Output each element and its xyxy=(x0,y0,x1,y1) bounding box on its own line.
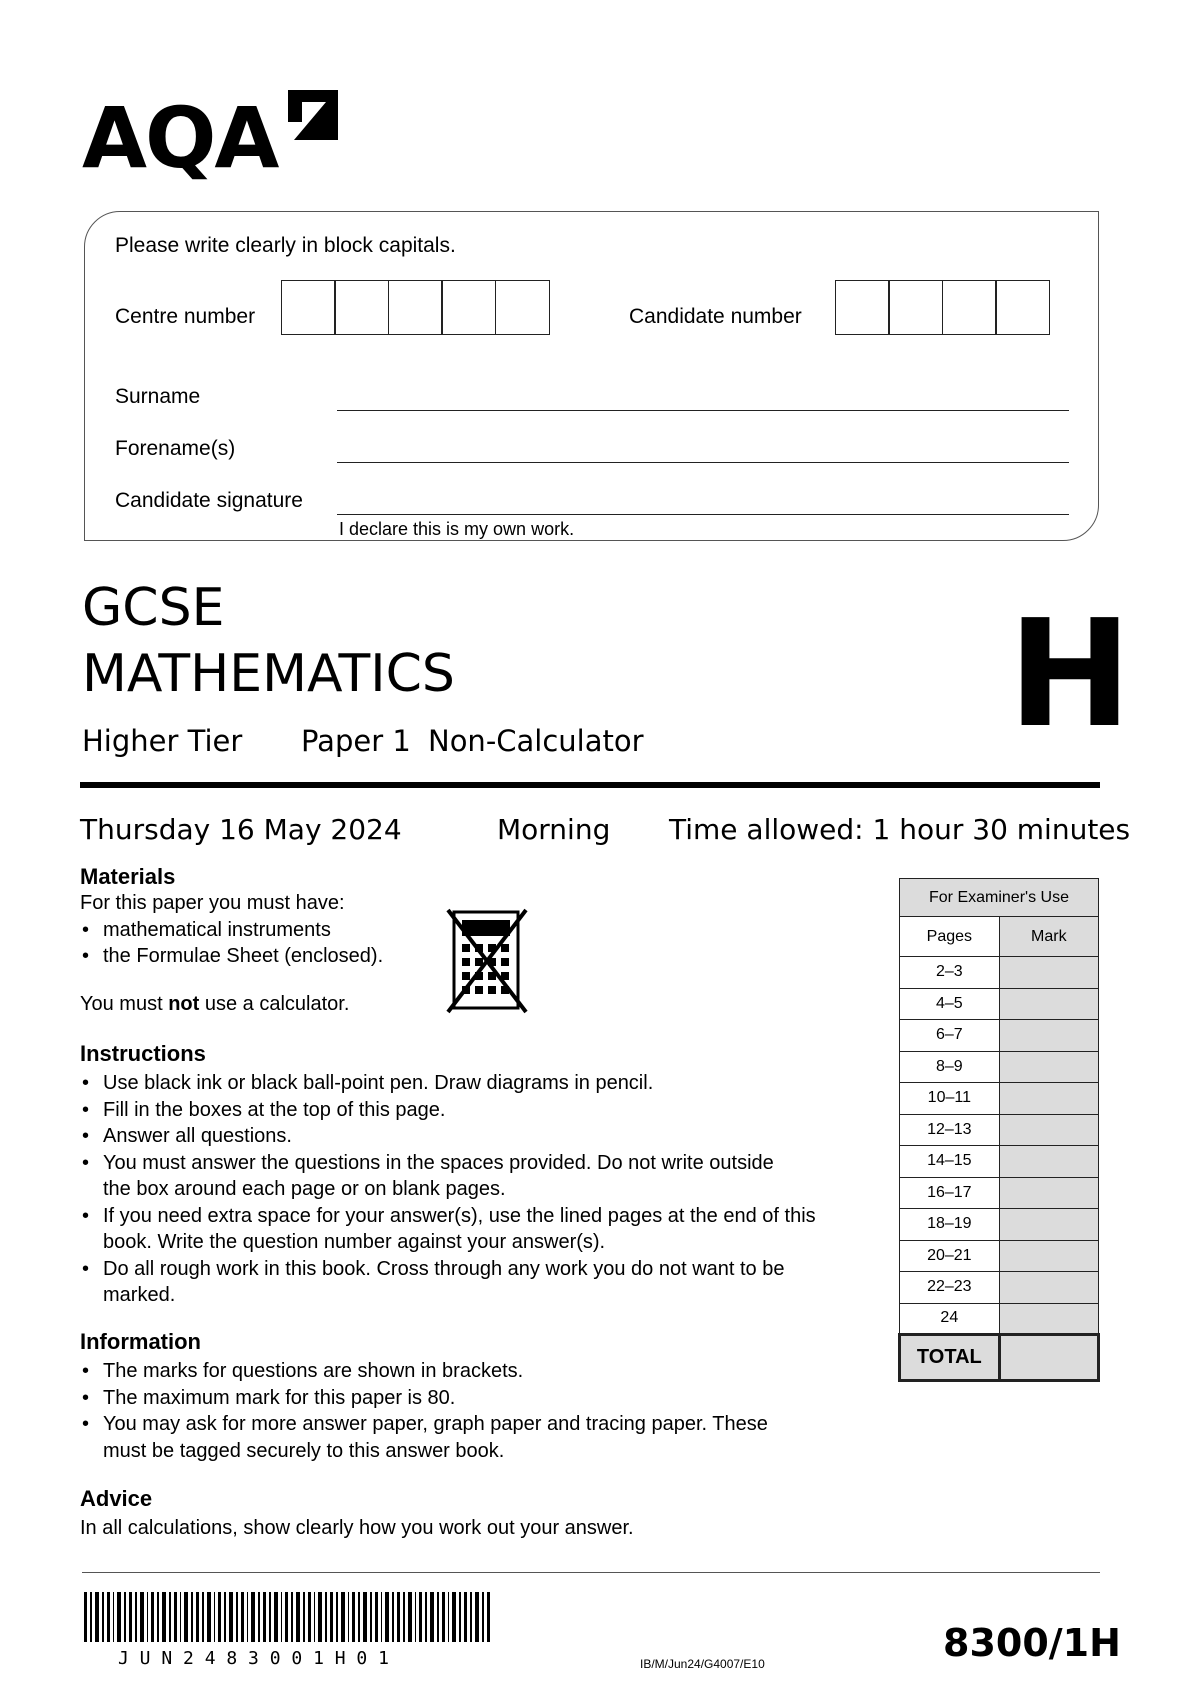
pages-cell: 6–7 xyxy=(900,1020,1000,1052)
declaration-text: I declare this is my own work. xyxy=(339,519,575,539)
footer-divider xyxy=(82,1572,1100,1573)
candidate-digit-box[interactable] xyxy=(888,280,943,335)
information-section xyxy=(80,1329,810,1464)
paper-code: 8300/1H xyxy=(943,1621,1121,1665)
exam-date: Thursday 16 May 2024 xyxy=(80,813,402,846)
centre-number-label: Centre number xyxy=(115,305,256,328)
centre-digit-box[interactable] xyxy=(495,280,550,335)
reference-code: IB/M/Jun24/G4007/E10 xyxy=(640,1657,765,1671)
instructions-heading: Instructions xyxy=(80,1041,206,1066)
forename-label: Forename(s) xyxy=(115,437,236,460)
candidate-number-boxes xyxy=(836,280,1050,335)
mark-cell xyxy=(999,988,1098,1020)
mark-column-header: Mark xyxy=(999,917,1098,957)
surname-line[interactable] xyxy=(337,410,1069,411)
information-item: • You may ask for more answer paper, graph paper and tracing paper. These must be tagged securely to this answer book. xyxy=(80,1411,810,1464)
block-capitals-instruction: Please write clearly in block capitals. xyxy=(115,234,456,257)
pages-cell: 4–5 xyxy=(900,988,1000,1020)
mark-cell xyxy=(999,1303,1098,1335)
instruction-item: • Answer all questions. xyxy=(80,1123,850,1150)
mark-cell xyxy=(999,1177,1098,1209)
candidate-number-label: Candidate number xyxy=(629,305,802,328)
candidate-details-box xyxy=(84,211,1099,541)
logo-leaf-icon xyxy=(282,88,340,146)
instruction-item: • If you need extra space for your answer(s), use the lined pages at the end of this book. Write the question number against your answer(s). xyxy=(80,1203,850,1256)
total-mark-cell xyxy=(999,1335,1098,1381)
examiner-table-title: For Examiner's Use xyxy=(900,879,1099,917)
pages-cell: 8–9 xyxy=(900,1051,1000,1083)
pages-cell: 10–11 xyxy=(900,1083,1000,1115)
materials-section xyxy=(80,864,440,1017)
signature-label: Candidate signature xyxy=(115,489,303,512)
paper-label: Paper 1 xyxy=(301,724,411,758)
materials-heading: Materials xyxy=(80,864,176,889)
centre-digit-box[interactable] xyxy=(334,280,389,335)
centre-digit-box[interactable] xyxy=(441,280,496,335)
materials-intro: For this paper you must have: xyxy=(80,892,345,914)
pages-cell: 12–13 xyxy=(900,1114,1000,1146)
centre-digit-box[interactable] xyxy=(388,280,443,335)
information-item: • The maximum mark for this paper is 80. xyxy=(80,1385,810,1412)
title-divider xyxy=(80,782,1100,788)
mark-cell xyxy=(999,1146,1098,1178)
mark-cell xyxy=(999,1051,1098,1083)
mark-cell xyxy=(999,1020,1098,1052)
pages-cell: 22–23 xyxy=(900,1272,1000,1304)
examiners-use-table xyxy=(898,878,1100,1382)
centre-digit-box[interactable] xyxy=(281,280,336,335)
mark-cell xyxy=(999,1272,1098,1304)
signature-line[interactable] xyxy=(337,514,1069,515)
pages-cell: 24 xyxy=(900,1303,1000,1335)
instruction-item: • You must answer the questions in the spaces provided. Do not write outside the box around each page or on blank pages. xyxy=(80,1150,850,1203)
barcode-text: J U N 2 4 8 3 0 0 1 H 0 1 xyxy=(118,1648,389,1669)
surname-label: Surname xyxy=(115,385,201,408)
pages-cell: 18–19 xyxy=(900,1209,1000,1241)
pages-cell: 14–15 xyxy=(900,1146,1000,1178)
exam-session: Morning xyxy=(497,813,611,846)
information-heading: Information xyxy=(80,1329,201,1354)
total-label: TOTAL xyxy=(900,1335,1000,1381)
pages-cell: 16–17 xyxy=(900,1177,1000,1209)
no-calculator-icon xyxy=(444,906,530,1016)
qualification-title: GCSE xyxy=(82,578,225,638)
centre-number-boxes xyxy=(282,280,550,335)
mark-cell xyxy=(999,1114,1098,1146)
pages-cell: 20–21 xyxy=(900,1240,1000,1272)
mark-cell xyxy=(999,1209,1098,1241)
forename-line[interactable] xyxy=(337,462,1069,463)
mark-cell xyxy=(999,1240,1098,1272)
tier-label: Higher Tier xyxy=(82,724,243,758)
advice-section xyxy=(80,1486,840,1542)
instructions-section xyxy=(80,1041,850,1309)
materials-item: • mathematical instruments xyxy=(80,917,440,944)
advice-heading: Advice xyxy=(80,1486,153,1511)
tier-letter: H xyxy=(1008,588,1132,760)
candidate-digit-box[interactable] xyxy=(835,280,890,335)
mark-cell xyxy=(999,1083,1098,1115)
mark-cell xyxy=(999,957,1098,989)
logo-text: AQA xyxy=(82,89,278,187)
instruction-item: • Do all rough work in this book. Cross through any work you do not want to be marked. xyxy=(80,1256,850,1309)
time-allowed: Time allowed: 1 hour 30 minutes xyxy=(669,813,1131,846)
pages-column-header: Pages xyxy=(900,917,1000,957)
paper-type-label: Non-Calculator xyxy=(428,724,644,758)
subject-title: MATHEMATICS xyxy=(82,644,455,704)
materials-item: • the Formulae Sheet (enclosed). xyxy=(80,943,440,970)
candidate-digit-box[interactable] xyxy=(942,280,997,335)
pages-cell: 2–3 xyxy=(900,957,1000,989)
advice-text: In all calculations, show clearly how you work out your answer. xyxy=(80,1517,634,1539)
calculator-rule: You must not use a calculator. xyxy=(80,992,350,1015)
information-item: • The marks for questions are shown in brackets. xyxy=(80,1358,810,1385)
aqa-logo xyxy=(82,88,382,188)
barcode xyxy=(84,1592,494,1644)
instruction-item: • Use black ink or black ball-point pen. Draw diagrams in pencil. xyxy=(80,1070,850,1097)
candidate-digit-box[interactable] xyxy=(995,280,1050,335)
instruction-item: • Fill in the boxes at the top of this page. xyxy=(80,1097,850,1124)
